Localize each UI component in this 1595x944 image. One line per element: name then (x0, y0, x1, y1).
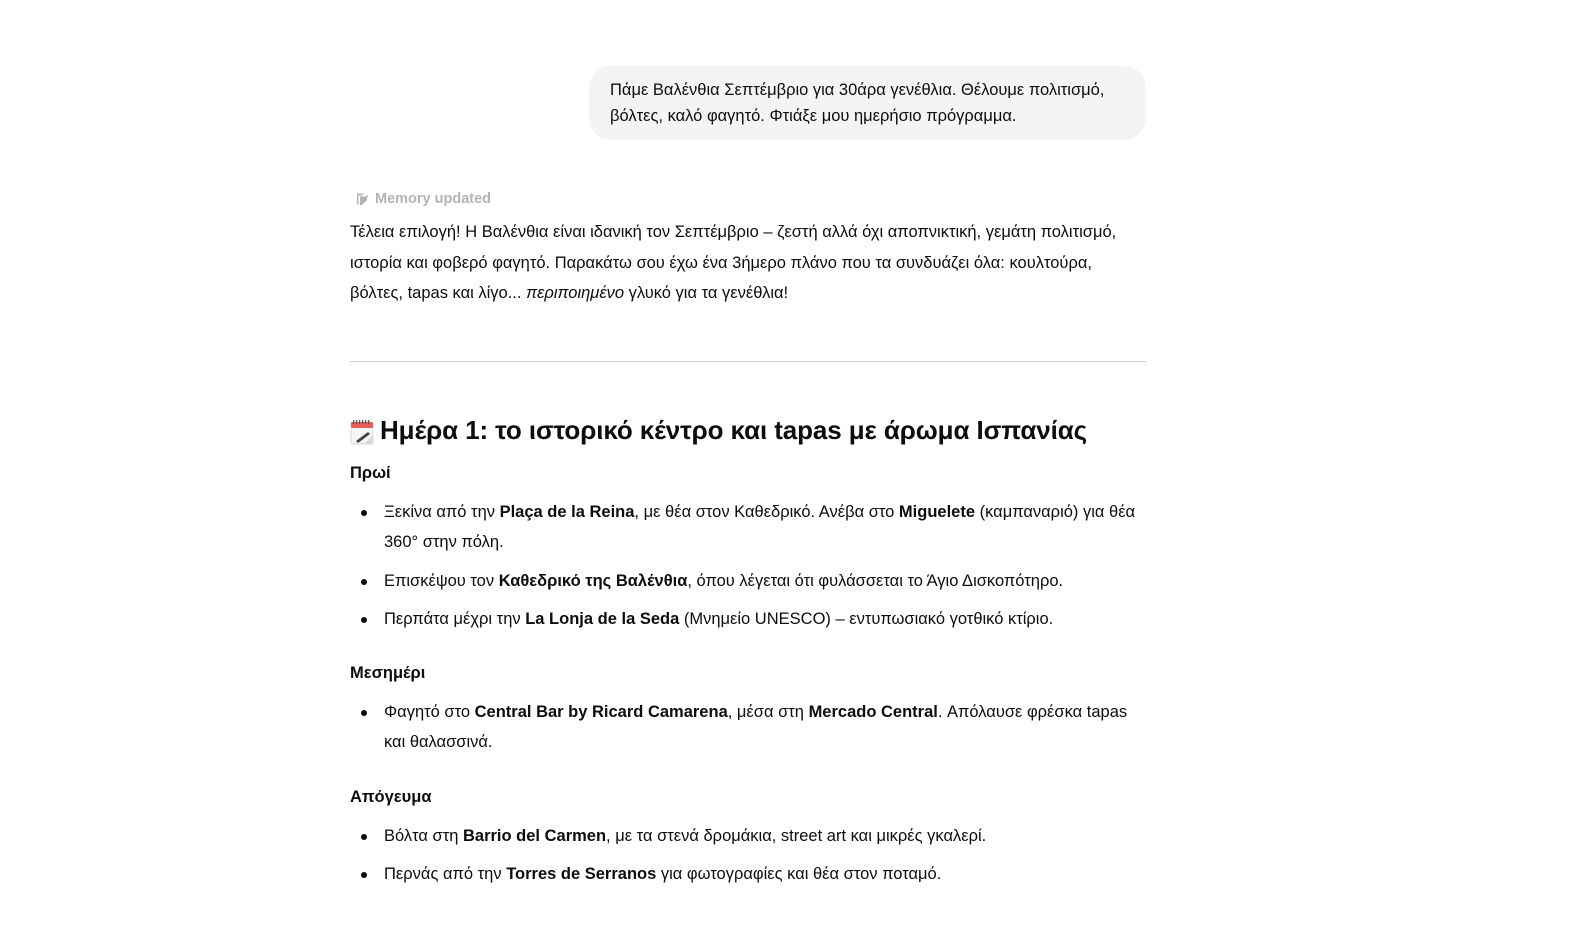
list-item-text: Βόλτα στη (384, 826, 463, 845)
list-item-text: Επισκέψου τον (384, 571, 499, 590)
noon-list (350, 697, 1146, 758)
list-item (350, 604, 1146, 635)
list-item (350, 697, 1146, 758)
list-item-text: , με θέα στον Καθεδρικό. Ανέβα στο (634, 502, 899, 521)
intro-emphasis: περιποιημένο (526, 284, 625, 302)
section-label-noon: Μεσημέρι (350, 663, 426, 682)
bold-place-name: Torres de Serranos (506, 865, 657, 883)
intro-text-part1: Τέλεια επιλογή! Η Βαλένθια είναι ιδανική τον Σεπτέμβριο – ζεστή αλλά όχι αποπνικτική, γεμάτη πολιτισμό, ιστορία και φοβερό φαγητό. Παρακάτω σου έχω ένα 3ήμερο πλάνο που τα συνδυάζει όλα: κουλτούρα, βόλτες, tapas και λίγο... (350, 223, 1117, 302)
bold-place-name: Central Bar by Ricard Camarena (474, 702, 728, 721)
list-item-text: για φωτογραφίες και θέα στον ποταμό. (656, 865, 942, 883)
list-item-text: Φαγητό στο (384, 702, 475, 721)
user-message-row (350, 66, 1146, 140)
bold-place-name: La Lonja de la Seda (525, 610, 680, 628)
bold-place-name: Καθεδρικό της Βαλένθια (498, 571, 688, 590)
section-label-afternoon: Απόγευμα (350, 787, 432, 806)
list-item-text: Ξεκίνα από την (384, 502, 500, 521)
assistant-intro-paragraph (350, 217, 1146, 309)
day1-heading (350, 412, 1146, 448)
section-label-morning: Πρωί (350, 463, 391, 482)
morning-list (350, 497, 1146, 635)
memory-updated-label: Memory updated (375, 191, 492, 207)
list-item-text: , μέσα στη (727, 702, 809, 721)
list-item-text: Περπάτα μέχρι την (384, 610, 526, 628)
list-item (350, 497, 1146, 558)
list-item-text: (Μνημείο UNESCO) – εντυπωσιακό γοτθικό κτίριο. (679, 610, 1054, 628)
afternoon-list (350, 821, 1146, 890)
list-item (350, 566, 1146, 597)
memory-note-icon (355, 192, 370, 207)
bold-place-name: Mercado Central (808, 702, 938, 721)
list-item-text: , όπου λέγεται ότι φυλάσσεται το Άγιο Δισκοπότηρο. (687, 571, 1064, 590)
user-message-text: Πάμε Βαλένθια Σεπτέμβριο για 30άρα γενέθλια. Θέλουμε πολιτισμό, βόλτες, καλό φαγητό. Φτιάξε μου ημερήσιο πρόγραμμα. (610, 81, 1105, 125)
calendar-icon (350, 418, 374, 442)
bold-place-name: Plaça de la Reina (499, 502, 635, 521)
user-message-bubble (589, 66, 1146, 140)
section-divider (350, 361, 1146, 362)
chat-thread (350, 0, 1146, 898)
intro-text-part2: γλυκό για τα γενέθλια! (624, 284, 789, 302)
day1-title: Ημέρα 1: το ιστορικό κέντρο και tapas με άρωμα Ισπανίας (380, 414, 1088, 445)
list-item (350, 859, 1146, 890)
list-item-text: , με τα στενά δρομάκια, street art και μικρές γκαλερί. (606, 826, 987, 845)
list-item (350, 821, 1146, 852)
list-item-text: (καμπαναριό) για θέα 360° στην πόλη. (384, 502, 1136, 551)
list-item-text: . Απόλαυσε φρέσκα tapas και θαλασσινά. (384, 702, 1128, 751)
bold-place-name: Barrio del Carmen (463, 826, 607, 845)
bold-place-name: Miguelete (898, 502, 976, 521)
memory-updated-indicator[interactable] (350, 189, 1146, 209)
list-item-text: Περνάς από την (384, 865, 507, 883)
